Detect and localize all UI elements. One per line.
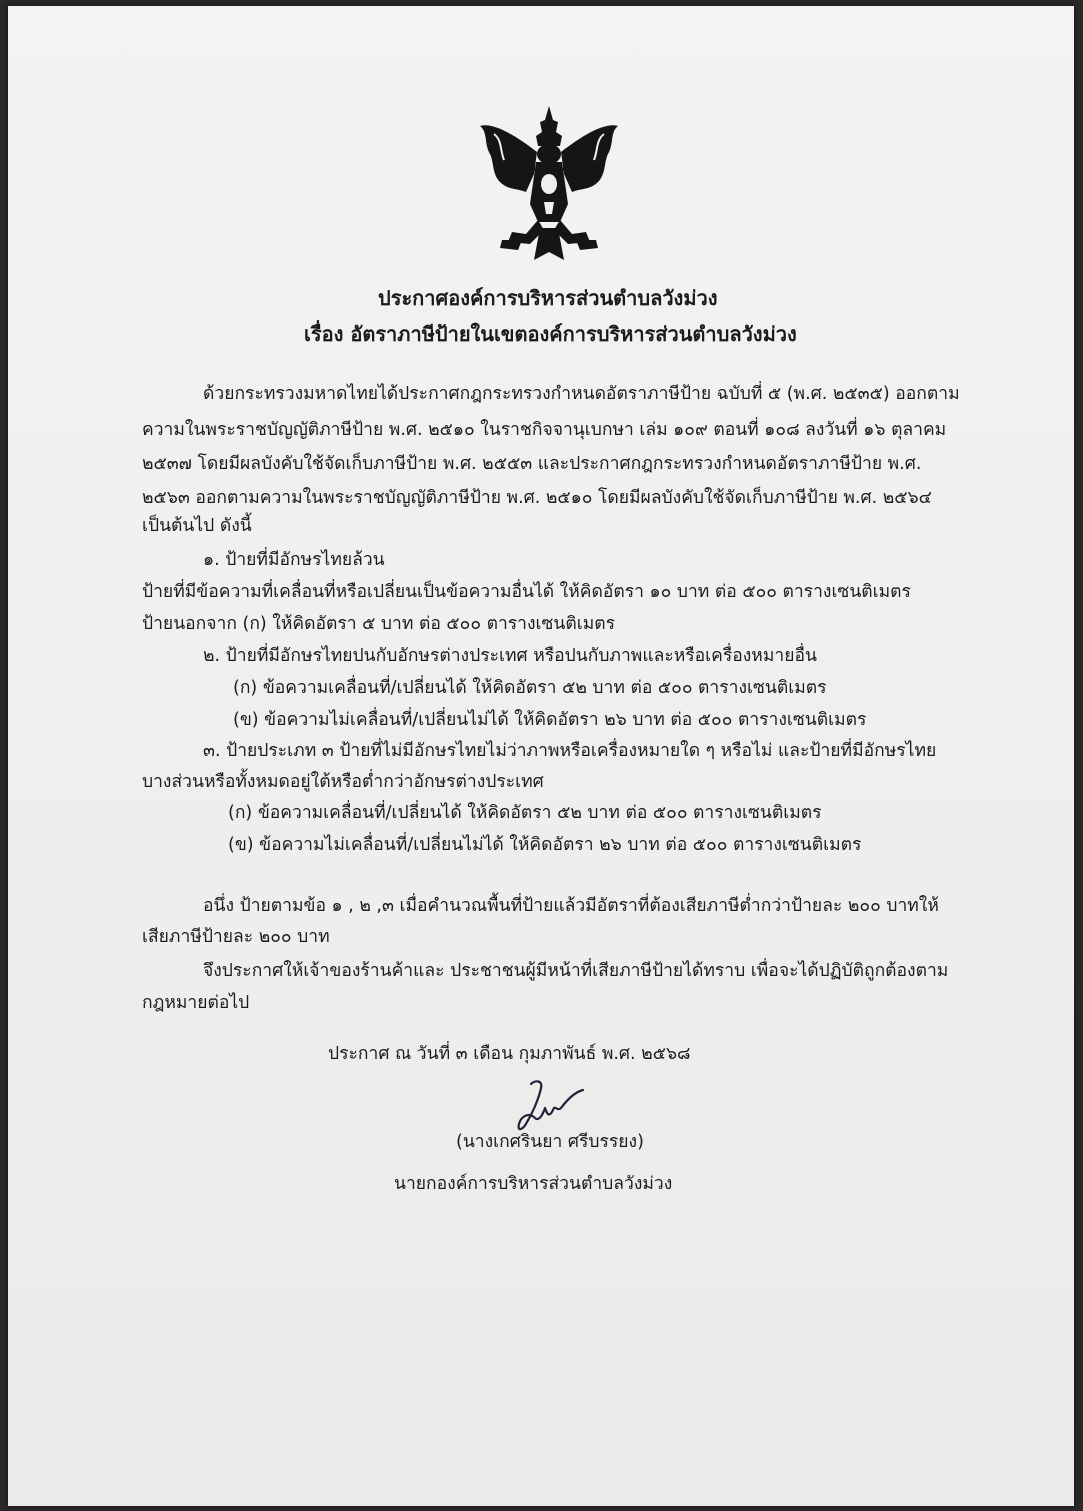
closing-line-1: จึงประกาศให้เจ้าของร้านค้าและ ประชาชนผู้มีหน้าที่เสียภาษีป้ายได้ทราบ เพื่อจะได้ปฏิบัติถูกต้องตาม [203,961,949,981]
item2-heading: ๒. ป้ายที่มีอักษรไทยปนกับอักษรต่างประเทศ หรือปนกับภาพและหรือเครื่องหมายอื่น [203,646,817,666]
item1-heading: ๑. ป้ายที่มีอักษรไทยล้วน [203,550,385,570]
item3-heading: ๓. ป้ายประเภท ๓ ป้ายที่ไม่มีอักษรไทยไม่ว่าภาพหรือเครื่องหมายใด ๆ หรือไม่ และป้ายที่มีอักษรไทย [203,741,937,761]
item2-line-2: (ข) ข้อความไม่เคลื่อนที่/เปลี่ยนไม่ได้ ให้คิดอัตรา ๒๖ บาท ต่อ ๕๐๐ ตารางเซนติเมตร [233,710,867,730]
document-page [8,6,1074,1506]
announcement-date: ประกาศ ณ วันที่ ๓ เดือน กุมภาพันธ์ พ.ศ. ๒๕๖๘ [328,1044,691,1064]
announcement-subject: เรื่อง อัตราภาษีป้ายในเขตองค์การบริหารส่วนตำบลวังม่วง [304,322,797,346]
item3-line-2: (ข) ข้อความไม่เคลื่อนที่/เปลี่ยนไม่ได้ ให้คิดอัตรา ๒๖ บาท ต่อ ๕๐๐ ตารางเซนติเมตร [228,835,862,855]
closing-line-2: กฎหมายต่อไป [142,993,250,1013]
garuda-emblem-icon [474,104,624,264]
announcement-title: ประกาศองค์การบริหารส่วนตำบลวังม่วง [378,286,718,310]
intro-line-5: เป็นต้นไป ดังนี้ [142,516,252,536]
note-line-1: อนึ่ง ป้ายตามข้อ ๑ , ๒ ,๓ เมื่อคำนวณพื้นที่ป้ายแล้วมีอัตราที่ต้องเสียภาษีต่ำกว่าป้ายละ ๒๐๐ บาทให้ [203,896,939,916]
item3-continuation: บางส่วนหรือทั้งหมดอยู่ใต้หรือต่ำกว่าอักษรต่างประเทศ [142,772,544,792]
item1-line-1: ป้ายที่มีข้อความที่เคลื่อนที่หรือเปลี่ยนเป็นข้อความอื่นได้ ให้คิดอัตรา ๑๐ บาท ต่อ ๕๐๐ ตารางเซนติเมตร [142,582,911,602]
signer-name: (นางเกศรินยา ศรีบรรยง) [456,1132,644,1152]
intro-line-4: ๒๕๖๓ ออกตามความในพระราชบัญญัติภาษีป้าย พ.ศ. ๒๕๑๐ โดยมีผลบังคับใช้จัดเก็บภาษีป้าย พ.ศ. ๒๕๖๔ [142,488,932,508]
signer-position: นายกองค์การบริหารส่วนตำบลวังม่วง [394,1174,673,1194]
intro-line-2: ความในพระราชบัญญัติภาษีป้าย พ.ศ. ๒๕๑๐ ในราชกิจจานุเบกษา เล่ม ๑๐๙ ตอนที่ ๑๐๘ ลงวันที่ ๑๖ ตุลาคม [142,420,947,440]
item1-line-2: ป้ายนอกจาก (ก) ให้คิดอัตรา ๕ บาท ต่อ ๕๐๐ ตารางเซนติเมตร [142,614,616,634]
signature-icon [513,1078,588,1136]
item3-line-1: (ก) ข้อความเคลื่อนที่/เปลี่ยนได้ ให้คิดอัตรา ๕๒ บาท ต่อ ๕๐๐ ตารางเซนติเมตร [228,803,822,823]
intro-line-3: ๒๕๓๗ โดยมีผลบังคับใช้จัดเก็บภาษีป้าย พ.ศ. ๒๕๕๓ และประกาศกฎกระทรวงกำหนดอัตราภาษีป้าย พ.ศ. [142,454,922,474]
note-line-2: เสียภาษีป้ายละ ๒๐๐ บาท [142,927,330,947]
intro-line-1: ด้วยกระทรวงมหาดไทยได้ประกาศกฎกระทรวงกำหนดอัตราภาษีป้าย ฉบับที่ ๕ (พ.ศ. ๒๕๓๕) ออกตาม [203,384,960,404]
item2-line-1: (ก) ข้อความเคลื่อนที่/เปลี่ยนได้ ให้คิดอัตรา ๕๒ บาท ต่อ ๕๐๐ ตารางเซนติเมตร [233,678,827,698]
